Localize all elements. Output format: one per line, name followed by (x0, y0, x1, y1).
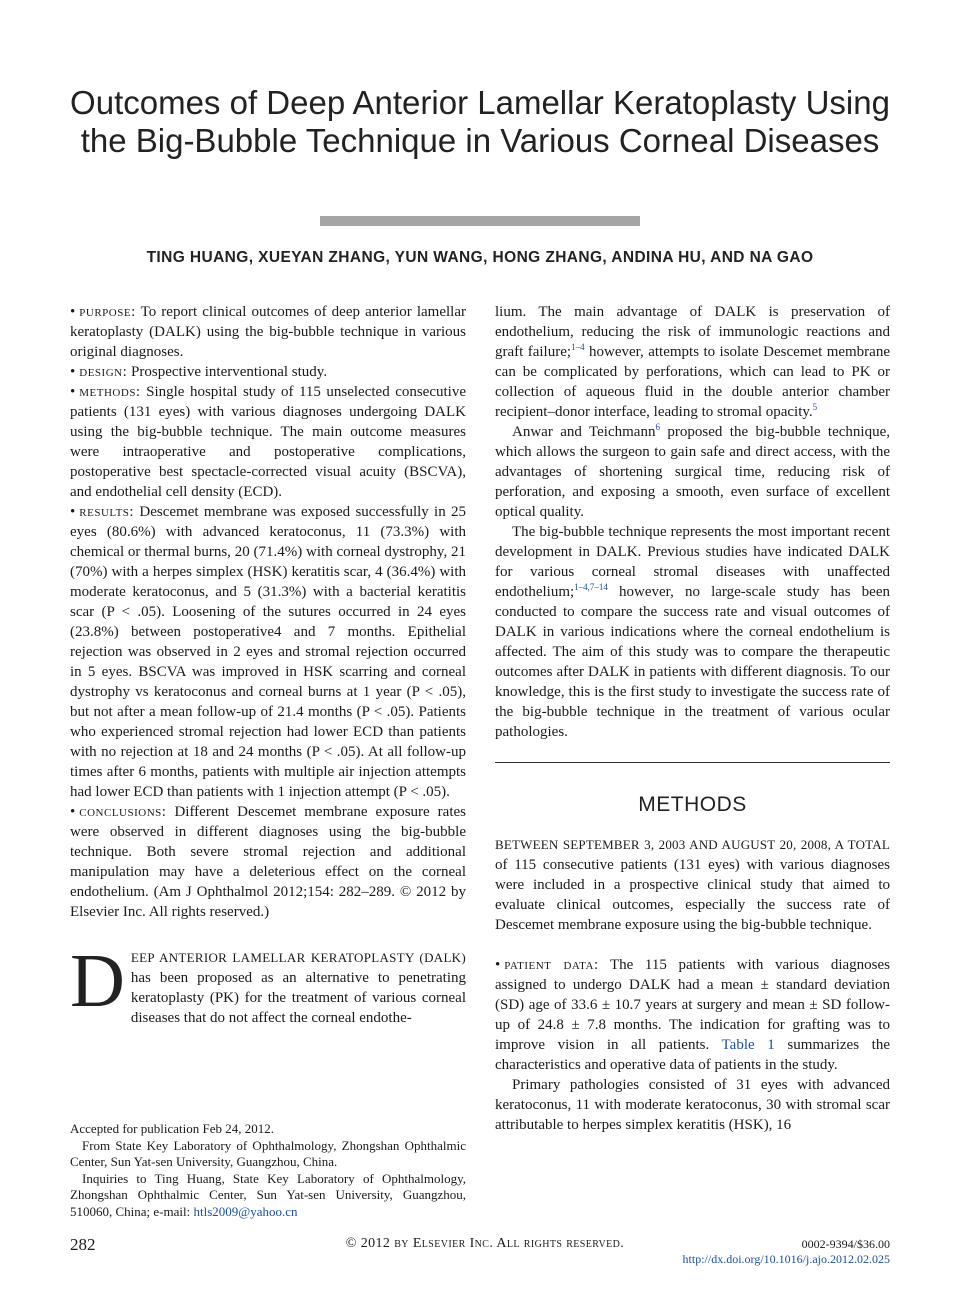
bullet-icon: • (495, 957, 501, 973)
subsection-label: patient data: (504, 957, 599, 973)
copyright-notice: © 2012 by Elsevier Inc. All rights reserved. (345, 1236, 625, 1251)
abstract-text: Prospective interventional study. (131, 364, 328, 380)
intro-paragraph-start (70, 939, 466, 1028)
title-divider (320, 216, 640, 226)
abstract-text: Single hospital study of 115 unselected consecutive patients (131 eyes) with various diagnoses undergoing DALK using the big-bubble technique. The main outcome measures were intraoperative and postoperative complications, postoperative best spectacle-corrected visual acuity (BSCVA), and endothelial cell density (ECD). (70, 384, 466, 500)
paragraph-text: however, attempts to isolate Descemet membrane can be complicated by perforations, which can lead to PK or collection of aqueous fluid in the double anterior chamber recipient–donor interface, leading to stromal opacity. (495, 344, 890, 420)
doi-link[interactable]: http://dx.doi.org/10.1016/j.ajo.2012.02.025 (682, 1252, 890, 1266)
abstract-results (70, 502, 466, 802)
paragraph-gap (495, 935, 890, 955)
footnote-inquiries (70, 1171, 466, 1221)
paragraph-text: of 115 consecutive patients (131 eyes) with various diagnoses were included in a prospective clinical study that aimed to evaluate clinical outcomes, especially the success rate of Descemet membrane exposure using the big-bubble technique. (495, 857, 890, 933)
paragraph-text: summarizes the characteristics and operative data of patients in the study. (495, 1037, 890, 1073)
intro-lead: EEP ANTERIOR LAMELLAR KERATOPLASTY (DALK) (130, 950, 466, 965)
section-divider (495, 762, 890, 763)
footnote-inquiries-text: Inquiries to Ting Huang, State Key Laboratory of Ophthalmology, Zhongshan Ophthalmic Center, Sun Yat-sen University, Guangzhou, 510060, China; e-mail: (70, 1170, 466, 1219)
table-link[interactable]: Table 1 (721, 1037, 775, 1053)
issn-price: 0002-9394/$36.00 (801, 1237, 890, 1251)
left-column (70, 302, 466, 1028)
page-number: 282 (70, 1235, 96, 1254)
citation-link[interactable]: 1–4,7–14 (574, 582, 608, 592)
intro-paragraph-3 (495, 522, 890, 742)
abstract (70, 302, 466, 922)
author-list: TING HUANG, XUEYAN ZHANG, YUN WANG, HONG ZHANG, ANDINA HU, AND NA GAO (146, 249, 814, 266)
footnote-affiliation: From State Key Laboratory of Ophthalmology, Zhongshan Ophthalmic Center, Sun Yat-sen University, Guangzhou, China. (70, 1137, 466, 1169)
footnotes (70, 1121, 466, 1220)
abstract-label: results: (79, 504, 135, 520)
methods-lead: BETWEEN SEPTEMBER 3, 2003 AND AUGUST 20, 2008, A TOTAL (495, 837, 890, 852)
paragraph-text: however, no large-scale study has been conducted to compare the success rate and visual outcomes of DALK in various indications where the corneal endothelium is affected. The aim of this study was to compare the therapeutic outcomes after DALK in patients with different diagnosis. To our knowledge, this is the first study to investigate the success rate of the big-bubble technique in the treatment of various ocular pathologies. (495, 584, 890, 740)
bullet-icon: • (70, 364, 76, 380)
abstract-conclusions (70, 802, 466, 922)
citation-link[interactable]: 1–4 (571, 342, 585, 352)
drop-cap: D (70, 939, 125, 1023)
abstract-text: To report clinical outcomes of deep anterior lamellar keratoplasty (DALK) using the big-bubble technique in various original diagnoses. (70, 304, 466, 360)
methods-paragraph-3: Primary pathologies consisted of 31 eyes with advanced keratoconus, 11 with moderate keratoconus, 30 with stromal scar attributable to herpes simplex keratitis (HSK), 16 (495, 1077, 890, 1133)
intro-text: has been proposed as an alternative to penetrating keratoplasty (PK) for the treatment of various corneal diseases that do not affect the corneal endothe- (130, 970, 466, 1026)
intro-paragraph-1 (495, 302, 890, 422)
methods-paragraph-1 (495, 835, 890, 935)
bullet-icon: • (70, 384, 76, 400)
intro-paragraph-2 (495, 422, 890, 522)
abstract-text: Different Descemet membrane exposure rates were observed in different diagnoses using the big-bubble technique. Both severe stromal rejection and additional manipulation may have a deleterious effect on the corneal endothelium. (Am J Ophthalmol 2012;154: 282–289. © 2012 by Elsevier Inc. All rights reserved.) (70, 804, 467, 920)
right-column (495, 302, 890, 1135)
abstract-text: Descemet membrane was exposed successfully in 25 eyes (80.6%) with advanced keratoconus, 11 (73.3%) with chemical or thermal burns, 20 (71.4%) with corneal dystrophy, 21 (70%) with a herpes simplex (HSK) keratitis scar, 4 (36.4%) with moderate keratoconus, and 5 (31.3%) with a bacterial keratitis scar (P < .05). Loosening of the sutures occurred in 24 eyes (23.8%) between postoperative4 and 7 months. Epithelial rejection was observed in 2 eyes and stromal rejection occurred in 5 eyes. BSCVA was improved in HSK scarring and corneal dystrophy vs keratoconus and corneal burns at 1 year (P < .05), but not after a mean follow-up of 21.4 months (P < .05). Patients who experienced stromal rejection had lower ECD than patients with no rejection at 18 and 24 months (P < .05). At all follow-up times after 6 months, patients with multiple air injection attempts had lower ECD than patients with 1 injection attempt (P < .05). (70, 504, 467, 800)
abstract-methods (70, 382, 466, 502)
paragraph-text: lium. The main advantage of DALK is preservation of endothelium, reducing the risk of immunologic reactions and graft failure; (495, 304, 890, 360)
article-title: Outcomes of Deep Anterior Lamellar Keratoplasty Using the Big-Bubble Technique in Various Corneal Diseases (70, 84, 890, 159)
abstract-purpose (70, 302, 466, 362)
abstract-label: methods: (79, 384, 141, 400)
abstract-label: conclusions: (79, 804, 167, 820)
methods-heading: METHODS (638, 793, 747, 816)
abstract-label: design: (79, 364, 128, 380)
bullet-icon: • (70, 304, 76, 320)
footnote-accepted: Accepted for publication Feb 24, 2012. (70, 1121, 274, 1136)
abstract-design (70, 362, 466, 382)
email-link[interactable]: htls2009@yahoo.cn (193, 1203, 298, 1219)
citation-link[interactable]: 5 (812, 402, 818, 412)
citation-link[interactable]: 6 (655, 422, 660, 432)
abstract-label: purpose: (79, 304, 136, 320)
article-identifiers (683, 1237, 890, 1267)
bullet-icon: • (70, 804, 76, 820)
methods-patient-data (495, 955, 890, 1075)
paragraph-text: The 115 patients with various diagnoses assigned to undergo DALK had a mean ± standard deviation (SD) age of 33.6 ± 10.7 years at surgery and mean ± SD follow-up of 24.8 ± 7.8 months. The indication for grafting was to improve vision in all patients. (495, 957, 890, 1053)
paragraph-text: Anwar and Teichmann (512, 424, 656, 440)
paragraph-text: The big-bubble technique represents the most important recent development in DALK. Previous studies have indicated DALK for various corneal stromal diseases with unaffected endothelium; (495, 524, 890, 600)
bullet-icon: • (70, 504, 76, 520)
paragraph-text: proposed the big-bubble technique, which allows the surgeon to gain safe and direct access, with the advantages of shortening surgical time, reducing risk of perforation, and exposing a smooth, even surface of excellent optical quality. (495, 424, 890, 520)
